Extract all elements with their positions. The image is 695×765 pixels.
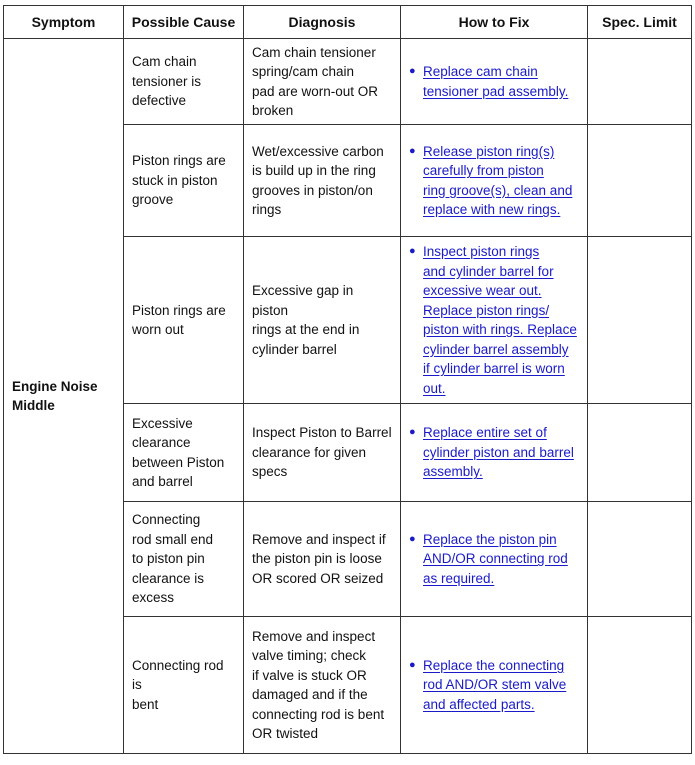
bullet-icon: ●	[409, 245, 416, 257]
fix-cell	[401, 404, 588, 502]
fix-link[interactable]: Release piston ring(s) carefully from piston ring groove(s), clean and replace with new rings.	[423, 143, 573, 217]
diagnosis-cell: Remove and inspect if the piston pin is loose OR scored OR seized	[244, 502, 401, 617]
fix-link[interactable]: Replace cam chain tensioner pad assembly.	[423, 64, 569, 99]
diagnosis-cell: Wet/excessive carbon is build up in the ring grooves in piston/on rings	[244, 125, 401, 237]
diagnosis-cell: Excessive gap in piston rings at the end in cylinder barrel	[244, 237, 401, 404]
header-how-to-fix: How to Fix	[401, 6, 588, 39]
cause-cell: Piston rings are worn out	[124, 237, 244, 404]
fix-cell	[401, 39, 588, 125]
spec-limit-cell	[588, 39, 692, 125]
header-symptom: Symptom	[4, 6, 124, 39]
cause-cell: Connecting rod small end to piston pin clearance is excess	[124, 502, 244, 617]
header-diagnosis: Diagnosis	[244, 6, 401, 39]
table-row	[4, 39, 692, 125]
spec-limit-cell	[588, 404, 692, 502]
bullet-icon: ●	[409, 426, 416, 439]
diagnosis-cell: Remove and inspect valve timing; check if valve is stuck OR damaged and if the connecting rod is bent OR twisted	[244, 617, 401, 754]
fix-link[interactable]: Replace the piston pin AND/OR connecting rod as required.	[423, 531, 568, 586]
spec-limit-cell	[588, 502, 692, 617]
fix-link[interactable]: Replace entire set of cylinder piston and barrel assembly.	[423, 425, 574, 480]
spec-limit-cell	[588, 237, 692, 404]
cause-cell: Excessive clearance between Piston and barrel	[124, 404, 244, 502]
header-possible-cause: Possible Cause	[124, 6, 244, 39]
bullet-icon: ●	[409, 658, 416, 671]
diagnosis-cell: Inspect Piston to Barrel clearance for given specs	[244, 404, 401, 502]
cause-cell: Connecting rod is bent	[124, 617, 244, 754]
header-spec-limit: Spec. Limit	[588, 6, 692, 39]
fix-cell	[401, 617, 588, 754]
troubleshooting-table	[3, 5, 692, 754]
bullet-icon: ●	[409, 144, 416, 157]
fix-cell	[401, 237, 588, 404]
cause-cell: Cam chain tensioner is defective	[124, 39, 244, 125]
bullet-icon: ●	[409, 532, 416, 545]
fix-link[interactable]: Inspect piston rings and cylinder barrel for excessive wear out. Replace piston rings/ piston with rings. Replace cylinder barrel assembly if cylinder barrel is worn out.	[423, 244, 577, 396]
bullet-icon: ●	[409, 65, 416, 77]
header-row	[4, 6, 692, 39]
spec-limit-cell	[588, 617, 692, 754]
cause-cell: Piston rings are stuck in piston groove	[124, 125, 244, 237]
fix-link[interactable]: Replace the connecting rod AND/OR stem valve and affected parts.	[423, 657, 567, 712]
diagnosis-cell: Cam chain tensioner spring/cam chain pad are worn-out OR broken	[244, 39, 401, 125]
fix-cell	[401, 125, 588, 237]
spec-limit-cell	[588, 125, 692, 237]
symptom-cell: Engine Noise Middle	[4, 39, 124, 754]
fix-cell	[401, 502, 588, 617]
